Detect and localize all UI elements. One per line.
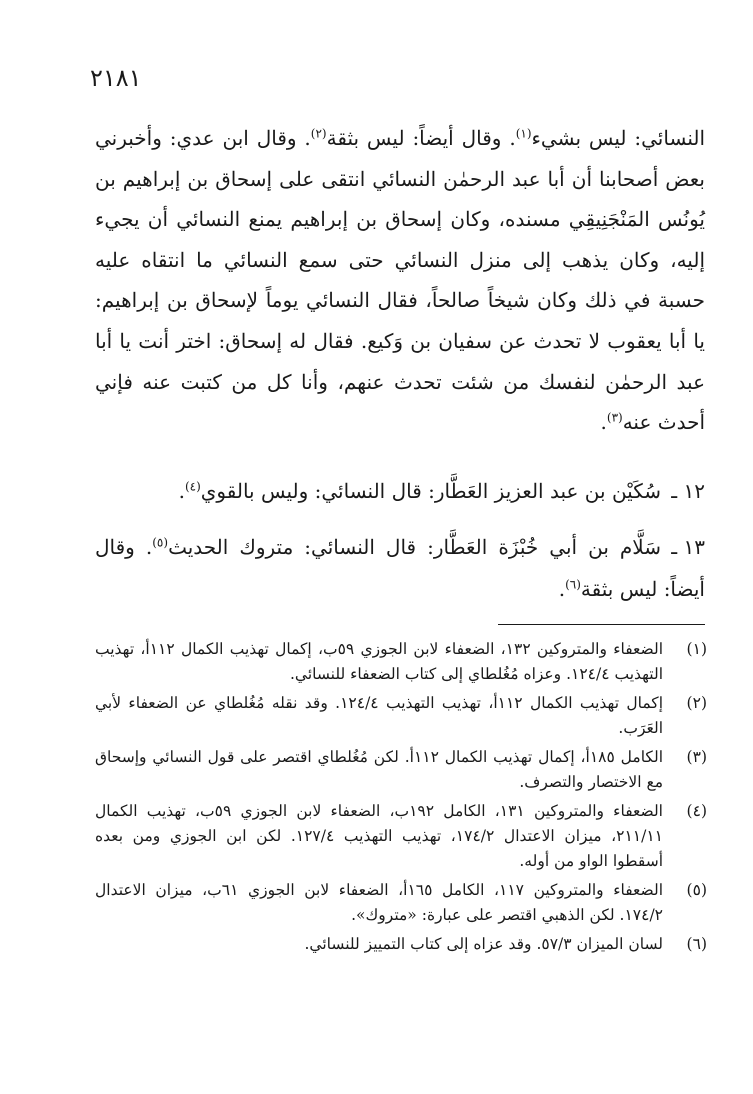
- footnote-number: (٢): [686, 694, 707, 712]
- footnote-ref: (٤): [184, 479, 201, 494]
- entry-number: ١٢ ـ: [671, 479, 705, 503]
- entry-end: .: [558, 577, 566, 601]
- footnote-text: إكمال تهذيب الكمال ١١٢أ، تهذيب التهذيب ١٢٤/٤. وقد نقله مُغُلطاي عن الضعفاء لأبي العَرَب.: [95, 694, 663, 737]
- text-segment: النسائي: ليس بشيء: [531, 126, 705, 150]
- footnote-text: الضعفاء والمتروكين ١١٧، الكامل ١٦٥أ، الضعفاء لابن الجوزي ٦١ب، ميزان الاعتدال ١٧٤/٢. لكن الذهبي اقتصر على عبارة: «متروك».: [95, 881, 663, 924]
- text-segment: .: [600, 410, 607, 435]
- footnote: [95, 932, 707, 957]
- footnote-text: الكامل ١٨٥أ، إكمال تهذيب الكمال ١١٢أ. لكن مُغُلطاي اقتصر على قول النسائي وإسحاق مع الاختصار والتصرف.: [95, 748, 664, 791]
- footnote: [95, 745, 707, 795]
- footnote-number: (١): [686, 640, 707, 658]
- main-text: [95, 118, 705, 443]
- entry-12: [95, 470, 705, 512]
- footnote-text: لسان الميزان ٥٧/٣. وقد عزاه إلى كتاب التمييز للنسائي.: [304, 935, 663, 953]
- text-segment: . وقال أيضاً: ليس بثقة: [326, 126, 516, 150]
- footnote-number: (٣): [686, 748, 707, 766]
- footnote-ref: (٢): [310, 126, 327, 141]
- footnote-divider: [498, 624, 705, 625]
- footnote-text: الضعفاء والمتروكين ١٣١، الكامل ١٩٢ب، الضعفاء لابن الجوزي ٥٩ب، تهذيب الكمال ٢١١/١١، ميزان الاعتدال ١٧٤/٢، تهذيب التهذيب ١٢٧/٤. لكن ابن الجوزي ومن بعده أسقطوا الواو من أوله.: [95, 802, 664, 870]
- entry-13: [95, 526, 705, 610]
- entry-text: . وقال أيضاً: ليس بثقة: [95, 535, 705, 601]
- entry-text: سَلَّام بن أبي خُبْزَة العَطَّار: قال النسائي: متروك الحديث: [168, 535, 661, 559]
- footnote-number: (٦): [686, 935, 707, 953]
- footnote-ref: (٣): [606, 410, 623, 425]
- footnote: [95, 691, 707, 741]
- footnote: [95, 799, 707, 874]
- footnote-text: الضعفاء والمتروكين ١٣٢، الضعفاء لابن الجوزي ٥٩ب، إكمال تهذيب الكمال ١١٢أ، تهذيب التهذيب ١٢٤/٤. وعزاه مُغُلطاي إلى كتاب الضعفاء للنسائي.: [95, 640, 664, 683]
- footnote: [95, 878, 707, 928]
- footnote: [95, 637, 707, 687]
- footnote-ref: (١): [515, 126, 532, 141]
- footnotes: [95, 637, 707, 961]
- footnote-number: (٥): [686, 881, 707, 899]
- footnote-number: (٤): [686, 802, 707, 820]
- entry-end: .: [178, 479, 185, 503]
- main-paragraph: [95, 118, 705, 443]
- entry-number: ١٣ ـ: [671, 535, 705, 559]
- entry-text: سُكَيْن بن عبد العزيز العَطَّار: قال النسائي: وليس بالقوي: [200, 479, 661, 503]
- footnote-ref: (٥): [152, 535, 169, 550]
- footnote-ref: (٦): [565, 577, 581, 592]
- text-segment: . وقال ابن عدي: وأخبرني بعض أصحابنا أن أبا عبد الرحمٰن النسائي انتقى على إسحاق بن إبراهيم بن يُونُس المَنْجَنِيقِي مسنده، وكان إسحاق بن إبراهيم يمنع النسائي أن يجيء إليه، وكان يذهب إلى منزل النسائي حتى سمع النسائي ما انتقاه عليه حسبة في ذلك وكان شيخاً صالحاً، فقال النسائي يوماً لإسحاق بن إبراهيم: يا أبا يعقوب لا تحدث عن سفيان بن وَكيع. فقال له إسحاق: اختر أنت يا أبا عبد الرحمٰن لنفسك من شئت تحدث عنهم، وأنا كل من كتبت عنه فإني أحدث عنه: [95, 126, 705, 435]
- page-number: ٢١٨١: [90, 64, 142, 92]
